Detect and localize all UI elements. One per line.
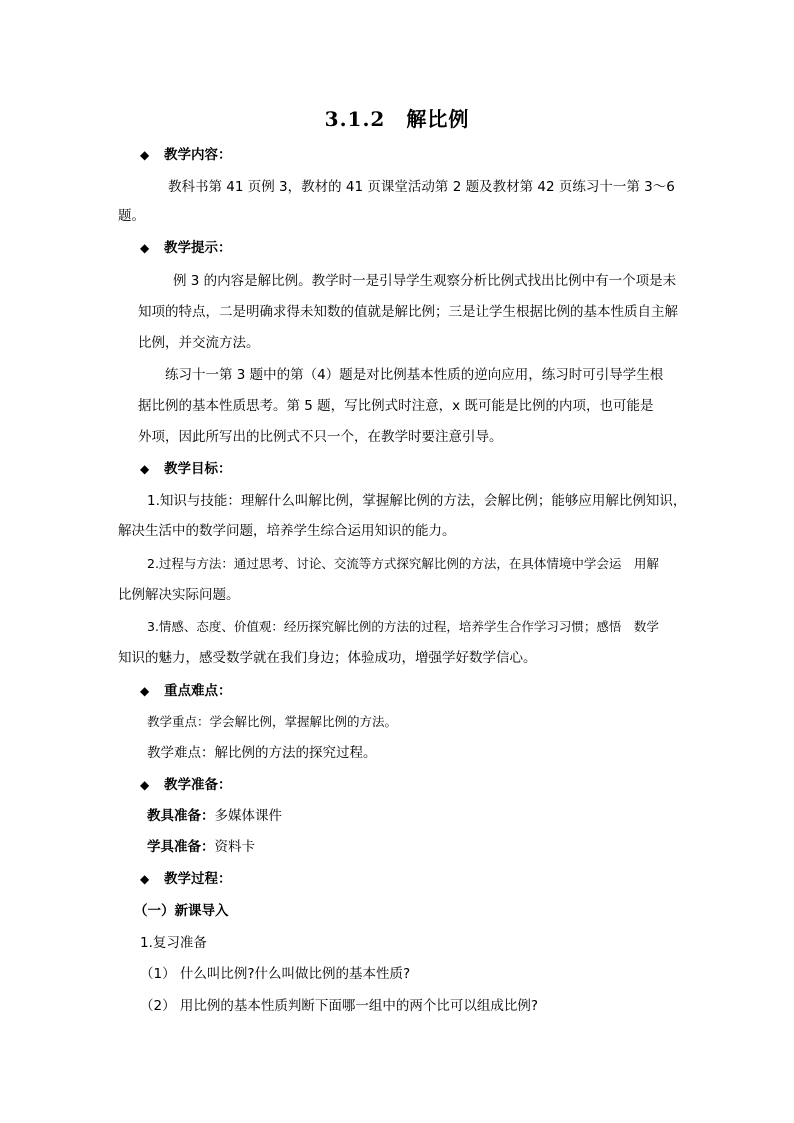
section-heading-process <box>140 870 232 888</box>
process-line-2: （1） 什么叫比例?什么叫做比例的基本性质? <box>140 966 411 982</box>
hints-line-3: 比例，并交流方法。 <box>138 335 260 351</box>
student-aids-label: 学具准备： <box>147 839 215 855</box>
hints-line-2: 知项的特点，二是明确求得未知数的值就是解比例；三是让学生根据比例的基本性质自主解 <box>138 304 678 320</box>
page-title: 3.1.2 解比例 <box>324 107 470 131</box>
goals-line-4: 比例解决实际问题。 <box>118 587 240 603</box>
teaching-aids-row <box>147 807 282 825</box>
process-line-1: 1.复习准备 <box>140 935 207 951</box>
section-heading-hints <box>140 239 232 257</box>
heading-text: 重点难点： <box>164 683 232 699</box>
hints-line-5: 据比例的基本性质思考。第 5 题，写比例式时注意，x 既可能是比例的内项，也可能是 <box>138 398 654 414</box>
hints-line-4: 练习十一第 3 题中的第（4）题是对比例基本性质的逆向应用，练习时可引导学生根 <box>165 367 664 383</box>
heading-text: 教学过程： <box>164 871 232 887</box>
section-heading-prep <box>140 776 232 794</box>
teaching-aids-value: 多媒体课件 <box>214 808 282 824</box>
section-heading-keypoints <box>140 682 232 700</box>
diamond-bullet-icon: ◆ <box>140 684 150 698</box>
goals-line-3: 2.过程与方法：通过思考、讨论、交流等方式探究解比例的方法，在具体情境中学会运 用解 <box>147 556 659 571</box>
diamond-bullet-icon: ◆ <box>140 778 150 792</box>
keypoints-line-2: 教学难点：解比例的方法的探究过程。 <box>147 745 377 761</box>
section-heading-content <box>140 146 232 164</box>
diamond-bullet-icon: ◆ <box>140 462 150 476</box>
student-aids-row <box>147 838 255 856</box>
content-line-1: 教科书第 41 页例 3，教材的 41 页课堂活动第 2 题及教材第 42 页练习十一第 3～6 <box>168 179 675 195</box>
hints-line-6: 外项，因此所写出的比例式不只一个，在教学时要注意引导。 <box>138 429 503 445</box>
goals-line-6: 知识的魅力，感受数学就在我们身边；体验成功，增强学好数学信心。 <box>118 650 537 666</box>
student-aids-value: 资料卡 <box>214 839 255 855</box>
section-heading-goals <box>140 460 232 478</box>
teaching-aids-label: 教具准备： <box>147 808 215 824</box>
heading-text: 教学准备： <box>164 777 232 793</box>
diamond-bullet-icon: ◆ <box>140 241 150 255</box>
goals-line-5: 3.情感、态度、价值观：经历探究解比例的方法的过程，培养学生合作学习习惯；感悟 数学 <box>147 619 659 634</box>
hints-line-1: 例 3 的内容是解比例。教学时一是引导学生观察分析比例式找出比例中有一个项是未 <box>173 273 677 289</box>
process-line-3: （2） 用比例的基本性质判断下面哪一组中的两个比可以组成比例? <box>140 998 539 1014</box>
diamond-bullet-icon: ◆ <box>140 148 150 162</box>
diamond-bullet-icon: ◆ <box>140 872 150 886</box>
heading-text: 教学提示： <box>164 240 232 256</box>
heading-text: 教学内容： <box>164 147 232 163</box>
goals-line-2: 解决生活中的数学问题，培养学生综合运用知识的能力。 <box>118 523 456 539</box>
process-subheading: （一）新课导入 <box>134 903 229 919</box>
content-line-2: 题。 <box>118 208 145 224</box>
goals-line-1: 1.知识与技能：理解什么叫解比例，掌握解比例的方法，会解比例；能够应用解比例知识， <box>147 493 687 509</box>
keypoints-line-1: 教学重点：学会解比例，掌握解比例的方法。 <box>147 714 398 729</box>
heading-text: 教学目标： <box>164 461 232 477</box>
